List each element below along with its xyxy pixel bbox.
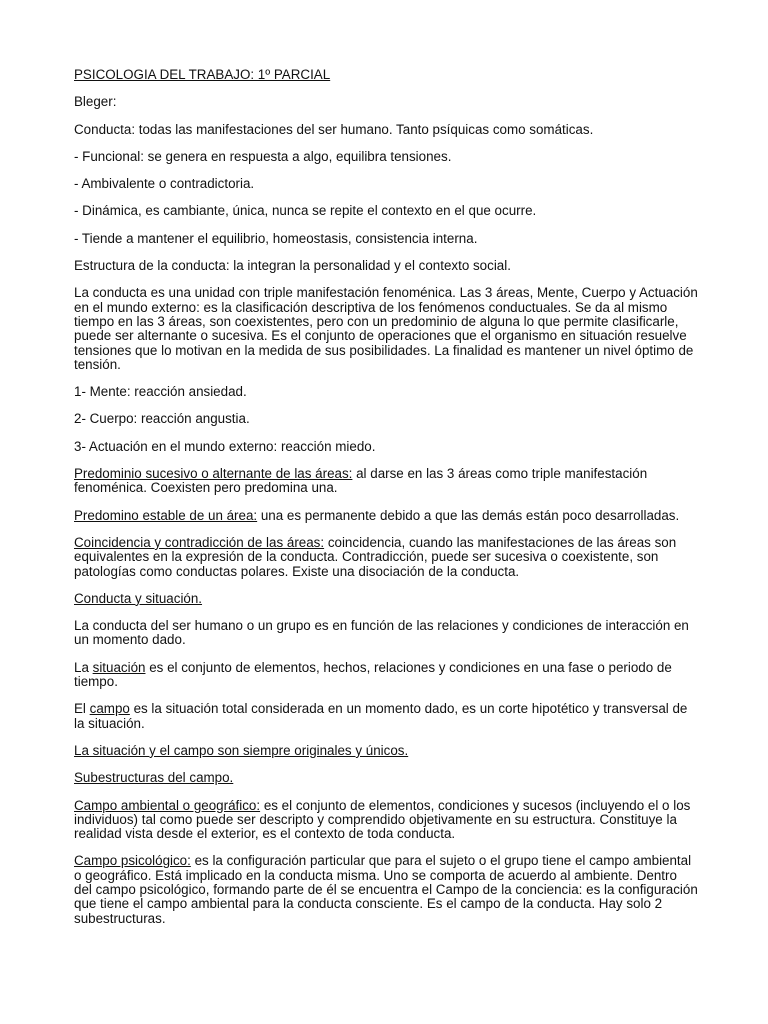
document-body — [74, 68, 698, 939]
text-campo-ambiental: es el conjunto de elementos, condiciones y sucesos (incluyendo el o los individuos) tal como puede ser descripto y comprendido objetivamente en su estructura. Constituye la realidad vista desde el exterior, es el contexto de toda conducta. — [74, 797, 691, 842]
paragraph-predominio-estable — [74, 509, 698, 523]
text-predominio-estable: una es permanente debido a que las demás están poco desarrolladas. — [257, 507, 680, 523]
list-item-mente: 1- Mente: reacción ansiedad. — [74, 384, 247, 400]
text-predominio-sucesivo: al darse en las 3 áreas como triple manifestación fenoménica. Coexisten pero predomina una. — [74, 466, 648, 496]
bullet-ambivalente: - Ambivalente o contradictoria. — [74, 176, 255, 192]
bullet-equilibrio: - Tiende a mantener el equilibrio, homeostasis, consistencia interna. — [74, 230, 478, 246]
text-campo-pre: El — [74, 701, 90, 717]
text-campo-post: es la situación total considerada en un momento dado, es un corte hipotético y transversal de la situación. — [74, 701, 688, 731]
paragraph-campo-ambiental — [74, 799, 698, 842]
text-situacion-pre: La — [74, 659, 93, 675]
paragraph-coincidencia — [74, 536, 698, 579]
heading-conducta-situacion: Conducta y situación. — [74, 590, 203, 606]
text-coincidencia: coincidencia, cuando las manifestaciones de las áreas son equivalentes en la expresión de la conducta. Contradicción, puede ser sucesiva o coexistente, son patologías como conductas polares. Existe una disociación de la conducta. — [74, 534, 677, 579]
paragraph-campo — [74, 702, 698, 731]
paragraph-campo-psicologico — [74, 854, 698, 925]
author-line: Bleger: — [74, 94, 117, 110]
text-campo-psicologico: es la configuración particular que para el sujeto o el grupo tiene el campo ambiental o geográfico. Está implicado en la conducta misma. Uno se comporta de acuerdo al ambiente. Dentro del campo psicológico, formando parte de él se encuentra el Campo de la conciencia: es la configuración que tiene el campo ambiental para la conducta consciente. Es el campo de la conducta. Hay solo 2 subestructuras. — [74, 853, 698, 926]
bullet-funcional: - Funcional: se genera en respuesta a algo, equilibra tensiones. — [74, 148, 452, 164]
document-title: PSICOLOGIA DEL TRABAJO: 1º PARCIAL — [74, 67, 331, 82]
list-item-actuacion: 3- Actuación en el mundo externo: reacción miedo. — [74, 438, 376, 454]
label-campo-psicologico: Campo psicológico: — [74, 853, 191, 869]
label-coincidencia: Coincidencia y contradicción de las áreas: — [74, 534, 325, 550]
statement-originales: La situación y el campo son siempre originales y únicos. — [74, 742, 409, 758]
paragraph-estructura: Estructura de la conducta: la integran la personalidad y el contexto social. — [74, 258, 511, 274]
paragraph-conducta-funcion: La conducta del ser humano o un grupo es en función de las relaciones y condiciones de interacción en un momento dado. — [74, 618, 689, 648]
list-item-cuerpo: 2- Cuerpo: reacción angustia. — [74, 411, 250, 427]
text-situacion-post: es el conjunto de elementos, hechos, relaciones y condiciones en una fase o periodo de tiempo. — [74, 659, 672, 690]
paragraph-conducta: Conducta: todas las manifestaciones del ser humano. Tanto psíquicas como somáticas. — [74, 121, 594, 137]
label-predominio-estable: Predomino estable de un área: — [74, 507, 258, 523]
label-predominio-sucesivo: Predominio sucesivo o alternante de las áreas: — [74, 466, 353, 482]
heading-subestructuras: Subestructuras del campo. — [74, 770, 234, 786]
paragraph-unidad: La conducta es una unidad con triple manifestación fenoménica. Las 3 áreas, Mente, Cuerpo y Actuación en el mundo externo: es la clasificación descriptiva de los fenómenos conductuales. Se da al mismo tiempo en las 3 áreas, son coexistentes, pero con un predominio de alguna lo que permite clasificarle, puede ser alternante o sucesiva. Es el conjunto de operaciones que el organismo en situación resuelve tensiones que lo motivan en la medida de sus posibilidades. La finalidad es mantener un nivel óptimo de tensión. — [74, 285, 698, 372]
label-campo-ambiental: Campo ambiental o geográfico: — [74, 797, 261, 813]
term-situacion: situación — [92, 659, 146, 675]
paragraph-situacion — [74, 661, 698, 690]
paragraph-predominio-sucesivo — [74, 467, 698, 496]
term-campo: campo — [89, 701, 130, 717]
bullet-dinamica: - Dinámica, es cambiante, única, nunca se repite el contexto en el que ocurre. — [74, 203, 537, 219]
